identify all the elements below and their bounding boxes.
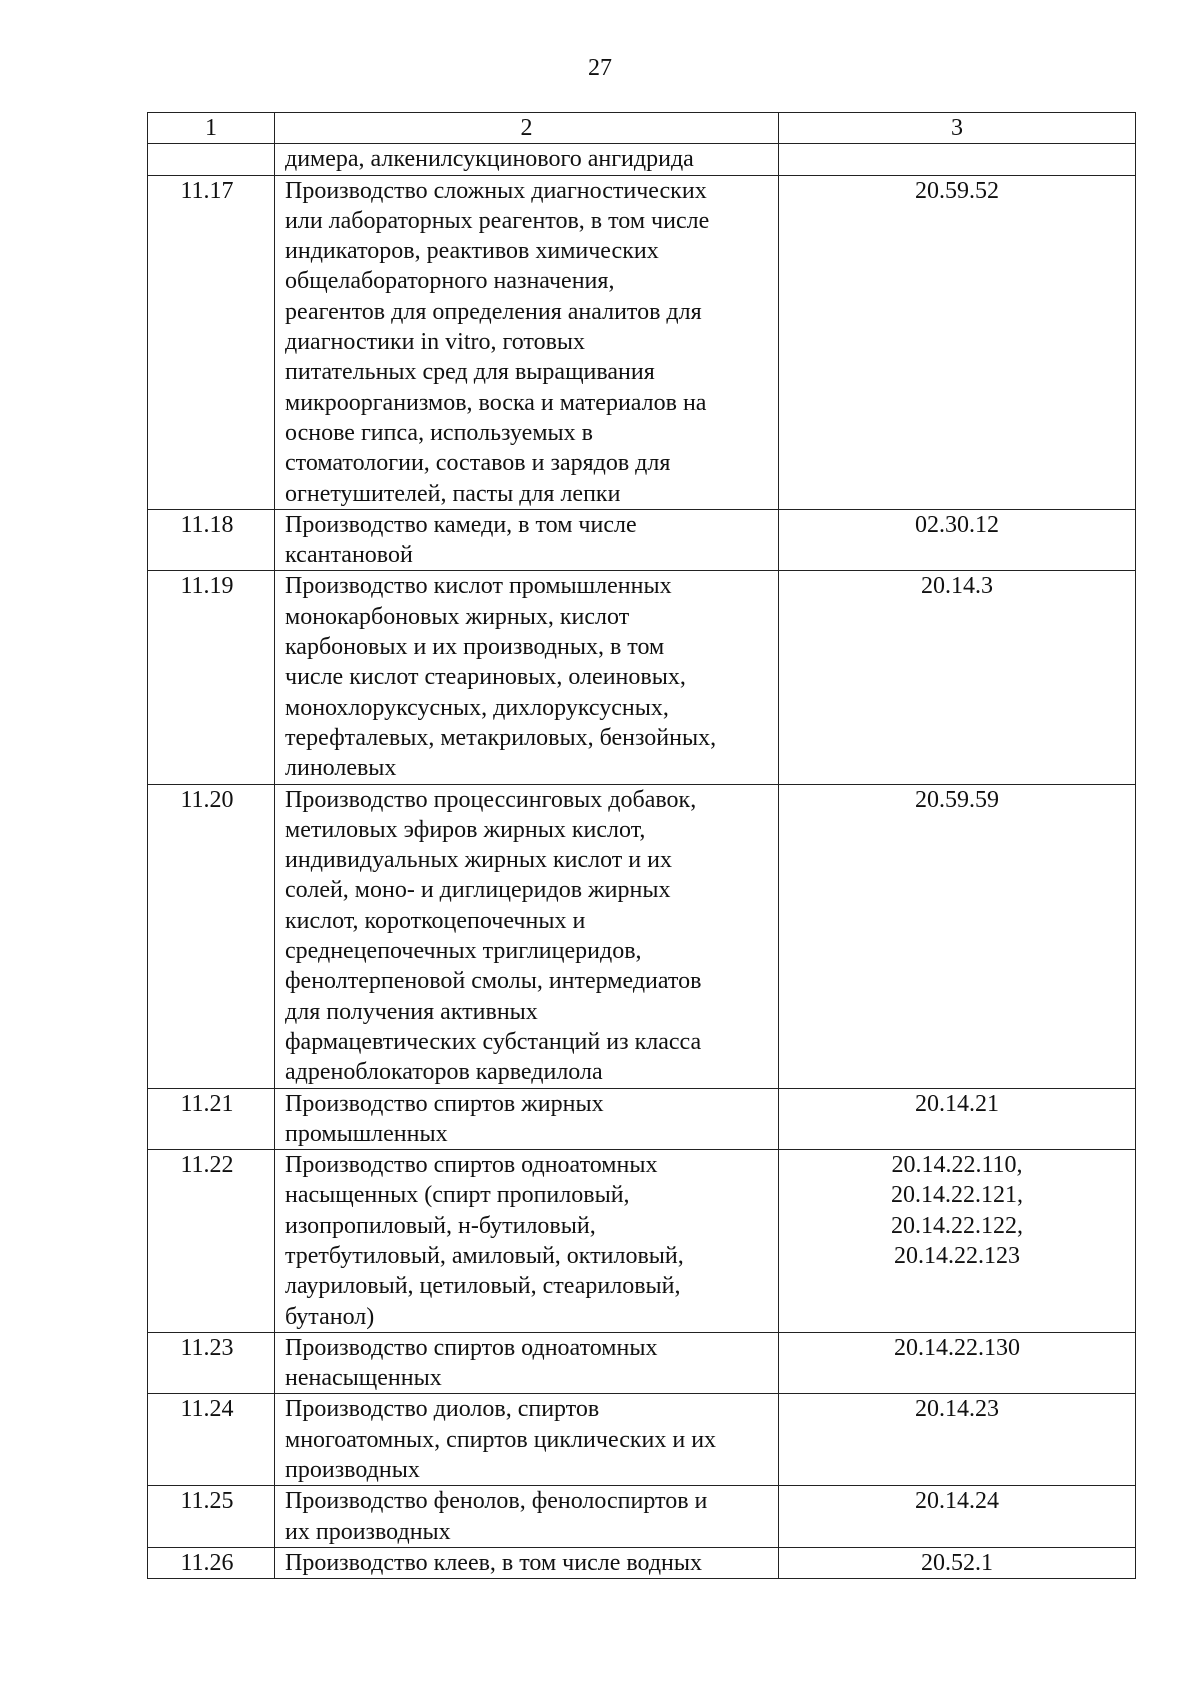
row-code xyxy=(779,571,1136,784)
description-line: Производство спиртов одноатомных xyxy=(285,1334,658,1361)
row-number-text: 11.24 xyxy=(180,1396,234,1423)
row-code xyxy=(779,1332,1136,1394)
table-header-row xyxy=(148,113,1136,144)
row-number xyxy=(148,784,275,1088)
row-number xyxy=(148,1332,275,1394)
row-description xyxy=(275,1547,779,1578)
description-line: изопропиловый, н-бутиловый, xyxy=(285,1212,596,1239)
row-number xyxy=(148,509,275,571)
activity-codes-table xyxy=(147,112,1136,1579)
description-line: фармацевтических субстанций из класса xyxy=(285,1028,702,1055)
table-row xyxy=(148,1332,1136,1394)
continuation-num xyxy=(148,144,275,175)
row-description xyxy=(275,1486,779,1548)
description-line: Производство камеди, в том числе xyxy=(285,511,637,538)
row-code xyxy=(779,1486,1136,1548)
row-number xyxy=(148,571,275,784)
table-body xyxy=(148,113,1136,1579)
description-line: производных xyxy=(285,1457,420,1484)
description-line: Производство спиртов жирных xyxy=(285,1090,604,1117)
description-line: питательных сред для выращивания xyxy=(285,359,655,386)
description-line: Производство спиртов одноатомных xyxy=(285,1152,658,1179)
row-code xyxy=(779,175,1136,509)
description-line: Производство клеев, в том числе водных xyxy=(285,1549,703,1576)
description-line: числе кислот стеариновых, олеиновых, xyxy=(285,664,686,691)
description-line: или лабораторных реагентов, в том числе xyxy=(285,207,710,234)
okved-code: 20.14.24 xyxy=(915,1488,999,1515)
header-col-3: 3 xyxy=(779,113,1136,144)
description-line: общелабораторного назначения, xyxy=(285,268,615,295)
row-description xyxy=(275,1150,779,1333)
description-line: среднецепочечных триглицеридов, xyxy=(285,938,642,965)
row-number xyxy=(148,1088,275,1150)
row-description xyxy=(275,1394,779,1486)
continuation-code xyxy=(779,144,1136,175)
description-line: промышленных xyxy=(285,1120,448,1147)
row-number-text: 11.19 xyxy=(180,573,234,600)
row-number-text: 11.26 xyxy=(180,1549,234,1576)
description-line: адреноблокаторов карведилола xyxy=(285,1059,603,1086)
header-col-2: 2 xyxy=(275,113,779,144)
table-row xyxy=(148,1394,1136,1486)
okved-code: 02.30.12 xyxy=(915,511,999,538)
row-code xyxy=(779,509,1136,571)
table-row xyxy=(148,784,1136,1088)
row-number xyxy=(148,1486,275,1548)
okved-code: 20.59.59 xyxy=(915,786,999,813)
description-line: индивидуальных жирных кислот и их xyxy=(285,847,672,874)
okved-code: 20.14.22.121, xyxy=(891,1182,1023,1209)
row-number xyxy=(148,175,275,509)
okved-code: 20.14.22.122, xyxy=(891,1212,1023,1239)
continuation-row xyxy=(148,144,1136,175)
description-line: метиловых эфиров жирных кислот, xyxy=(285,816,646,843)
description-line: карбоновых и их производных, в том xyxy=(285,634,665,661)
description-line: Производство сложных диагностических xyxy=(285,177,707,204)
row-code xyxy=(779,1547,1136,1578)
description-line: монохлоруксусных, дихлоруксусных, xyxy=(285,694,669,721)
description-line: для получения активных xyxy=(285,998,538,1025)
description-line: основе гипса, используемых в xyxy=(285,419,593,446)
description-line: микроорганизмов, воска и материалов на xyxy=(285,389,707,416)
row-code xyxy=(779,784,1136,1088)
description-line: лауриловый, цетиловый, стеариловый, xyxy=(285,1273,681,1300)
header-col-1: 1 xyxy=(148,113,275,144)
row-number xyxy=(148,1150,275,1333)
okved-code: 20.14.3 xyxy=(921,573,993,600)
row-code xyxy=(779,1150,1136,1333)
description-line: Производство кислот промышленных xyxy=(285,573,672,600)
row-number-text: 11.25 xyxy=(180,1488,234,1515)
row-number-text: 11.17 xyxy=(180,177,234,204)
continuation-description: димера, алкенилсукцинового ангидрида xyxy=(275,144,779,175)
description-line: третбутиловый, амиловый, октиловый, xyxy=(285,1242,684,1269)
row-number-text: 11.23 xyxy=(180,1334,234,1361)
description-line: ксантановой xyxy=(285,542,413,569)
description-line: Производство процессинговых добавок, xyxy=(285,786,697,813)
description-line: насыщенных (спирт пропиловый, xyxy=(285,1182,630,1209)
row-description xyxy=(275,1332,779,1394)
row-number-text: 11.18 xyxy=(180,511,234,538)
description-line: бутанол) xyxy=(285,1303,375,1330)
description-line: индикаторов, реактивов химических xyxy=(285,238,659,265)
row-number xyxy=(148,1394,275,1486)
table-row xyxy=(148,1088,1136,1150)
description-line: терефталевых, метакриловых, бензойных, xyxy=(285,724,717,751)
description-line: Производство фенолов, фенолоспиртов и xyxy=(285,1488,708,1515)
description-line: Производство диолов, спиртов xyxy=(285,1396,600,1423)
row-description xyxy=(275,571,779,784)
row-description xyxy=(275,1088,779,1150)
description-line: фенолтерпеновой смолы, интермедиатов xyxy=(285,968,702,995)
okved-code: 20.14.22.130 xyxy=(894,1334,1020,1361)
description-line: монокарбоновых жирных, кислот xyxy=(285,603,630,630)
row-description xyxy=(275,175,779,509)
okved-code: 20.14.22.123 xyxy=(894,1242,1020,1269)
okved-code: 20.14.23 xyxy=(915,1396,999,1423)
okved-code: 20.14.22.110, xyxy=(891,1152,1023,1179)
okved-code: 20.59.52 xyxy=(915,177,999,204)
description-line: реагентов для определения аналитов для xyxy=(285,298,702,325)
row-number xyxy=(148,1547,275,1578)
table-row xyxy=(148,1486,1136,1548)
description-line: стоматологии, составов и зарядов для xyxy=(285,450,671,477)
description-line: их производных xyxy=(285,1518,451,1545)
table-row xyxy=(148,571,1136,784)
page-number: 27 xyxy=(588,55,612,81)
row-description xyxy=(275,509,779,571)
table-row xyxy=(148,1150,1136,1333)
description-line: кислот, короткоцепочечных и xyxy=(285,907,586,934)
okved-code: 20.14.21 xyxy=(915,1090,999,1117)
row-description xyxy=(275,784,779,1088)
description-line: многоатомных, спиртов циклических и их xyxy=(285,1426,717,1453)
okved-code: 20.52.1 xyxy=(921,1549,993,1576)
description-line: солей, моно- и диглицеридов жирных xyxy=(285,877,671,904)
table-row xyxy=(148,1547,1136,1578)
description-line: линолевых xyxy=(285,755,397,782)
description-line: огнетушителей, пасты для лепки xyxy=(285,480,621,507)
table-row xyxy=(148,175,1136,509)
description-line: диагностики in vitro, готовых xyxy=(285,329,586,356)
description-line: ненасыщенных xyxy=(285,1365,442,1392)
row-number-text: 11.20 xyxy=(180,786,234,813)
table-row xyxy=(148,509,1136,571)
row-code xyxy=(779,1088,1136,1150)
row-code xyxy=(779,1394,1136,1486)
row-number-text: 11.22 xyxy=(180,1152,234,1179)
row-number-text: 11.21 xyxy=(180,1090,234,1117)
